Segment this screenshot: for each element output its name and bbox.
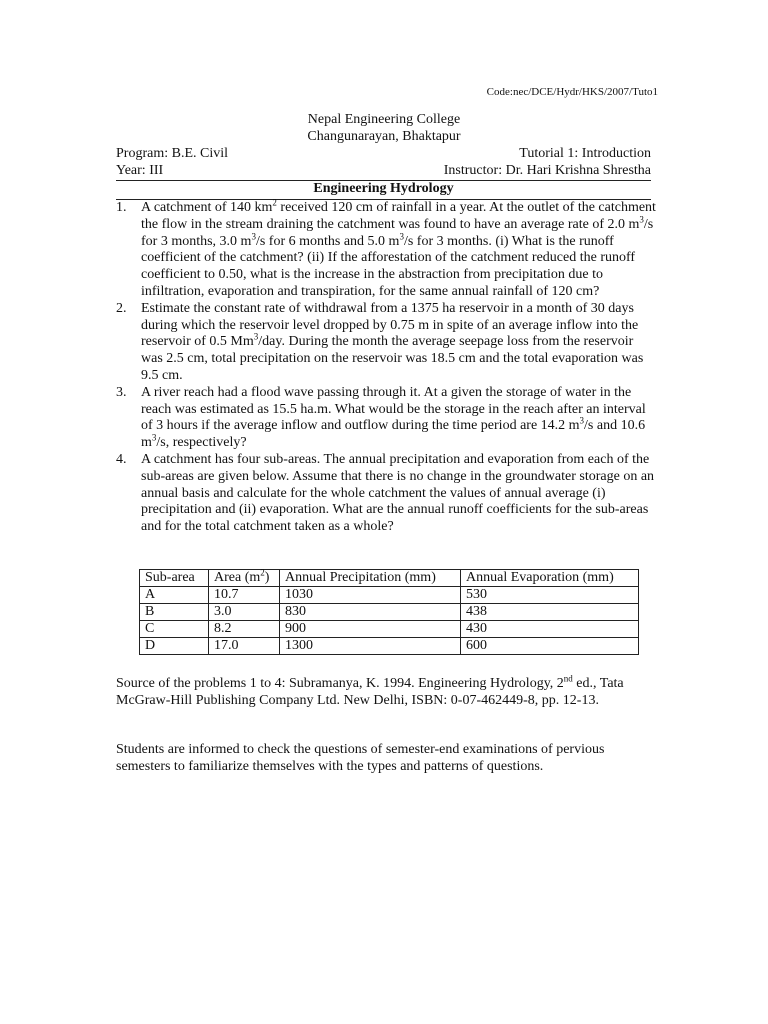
problem-text: A catchment of 140 $km^2$ received 120 cm of rainfall in a year. At the outlet of the catchment the flow in the stream draining the catchment was found to have an average rate of 2.0 $m^3/s$ for 3 months, 3.0 $m^3/s$ for 6 months and 5.0 $m^3/s$ for 3 months. (i) What is the runoff coefficient of the catchment? (ii) If the afforestation of the catchment reduced the runoff coefficient to 0.50, what is the increase in the abstraction from precipitation due to infiltration, evaporation and transpiration, for the same annual rainfall of 120 cm? [141, 197, 656, 299]
problem-text: Estimate the constant rate of withdrawal from a 1375 ha reservoir in a month of 30 days during which the reservoir level dropped by 0.75 m in spite of an average inflow into the reservoir of 0.5 Mm$^3$/day. During the month the average seepage loss from the reservoir was 2.5 cm, total precipitation on the reservoir was 18.5 cm and the total evaporation was 9.5 cm. [141, 300, 644, 383]
cell-precipitation: 900 [280, 621, 461, 638]
document-code: Code:nec/DCE/Hydr/HKS/2007/Tuto1 [486, 86, 658, 98]
program-row [116, 146, 651, 162]
table-row [140, 638, 639, 655]
header-annual-precipitation: Annual Precipitation (mm) [280, 570, 461, 587]
cell-sub-area: B [140, 604, 209, 621]
problem-3 [116, 385, 656, 452]
cell-sub-area: A [140, 587, 209, 604]
cell-evaporation: 438 [461, 604, 639, 621]
cell-precipitation: 830 [280, 604, 461, 621]
cell-area: 17.0 [209, 638, 280, 655]
header-annual-evaporation: Annual Evaporation (mm) [461, 570, 639, 587]
year-label: Year: III [116, 163, 164, 178]
header-area: Area $(m^2)$ [209, 570, 280, 587]
cell-precipitation: 1300 [280, 638, 461, 655]
source-note: Source of the problems 1 to 4: Subramanya, K. 1994. Engineering Hydrology, 2nd ed., Tata McGraw-Hill Publishing Company Ltd. New Delhi, ISBN: 0-07-462449-8, pp. 12-13. [116, 673, 624, 708]
problem-text: A river reach had a flood wave passing through it. At a given the storage of water in the reach was estimated as 15.5 ha.m. What would be the storage in the reach after an interval of 3 hours if the average inflow and outflow during the time period are 14.2 $m^3/s$ and 10.6 $m^3/s$, respectively? [141, 384, 646, 451]
header-sub-area: Sub-area [140, 570, 209, 587]
cell-evaporation: 530 [461, 587, 639, 604]
tutorial-label: Tutorial 1: Introduction [519, 146, 651, 161]
instructor-label: Instructor: Dr. Hari Krishna Shrestha [443, 163, 651, 178]
problem-list [116, 197, 656, 536]
cell-area: 3.0 [209, 604, 280, 621]
college-name: Nepal Engineering College [307, 112, 461, 127]
cell-sub-area: D [140, 638, 209, 655]
sub-area-table [139, 569, 639, 655]
problem-text: A catchment has four sub-areas. The annual precipitation and evaporation from each of the sub-areas are given below. Assume that there is no change in the groundwater storage on an annual basis and calculate for the whole catchment the values of annual average (i) precipitation and (ii) evaporation. What are the annual runoff coefficients for the sub-areas and for the total catchment taken as a whole? [141, 451, 655, 535]
cell-area: 10.7 [209, 587, 280, 604]
college-location: Changunarayan, Bhaktapur [307, 129, 461, 144]
problem-number: 2. [116, 300, 127, 316]
cell-evaporation: 430 [461, 621, 639, 638]
cell-evaporation: 600 [461, 638, 639, 655]
problem-4 [116, 452, 656, 536]
problem-number: 3. [116, 384, 127, 400]
problem-1 [116, 197, 656, 301]
table-header-row [140, 570, 639, 587]
student-notice: Students are informed to check the questions of semester-end examinations of pervious semesters to familiarize themselves with the types and patterns of questions. [116, 742, 605, 774]
problem-2 [116, 301, 656, 385]
table-row [140, 621, 639, 638]
cell-area: 8.2 [209, 621, 280, 638]
problem-number: 1. [116, 200, 127, 215]
cell-precipitation: 1030 [280, 587, 461, 604]
table-row [140, 587, 639, 604]
table-row [140, 604, 639, 621]
problem-number: 4. [116, 451, 127, 467]
subject-title: Engineering Hydrology [116, 181, 651, 200]
program-label: Program: B.E. Civil [116, 146, 228, 161]
year-row [116, 163, 651, 181]
cell-sub-area: C [140, 621, 209, 638]
